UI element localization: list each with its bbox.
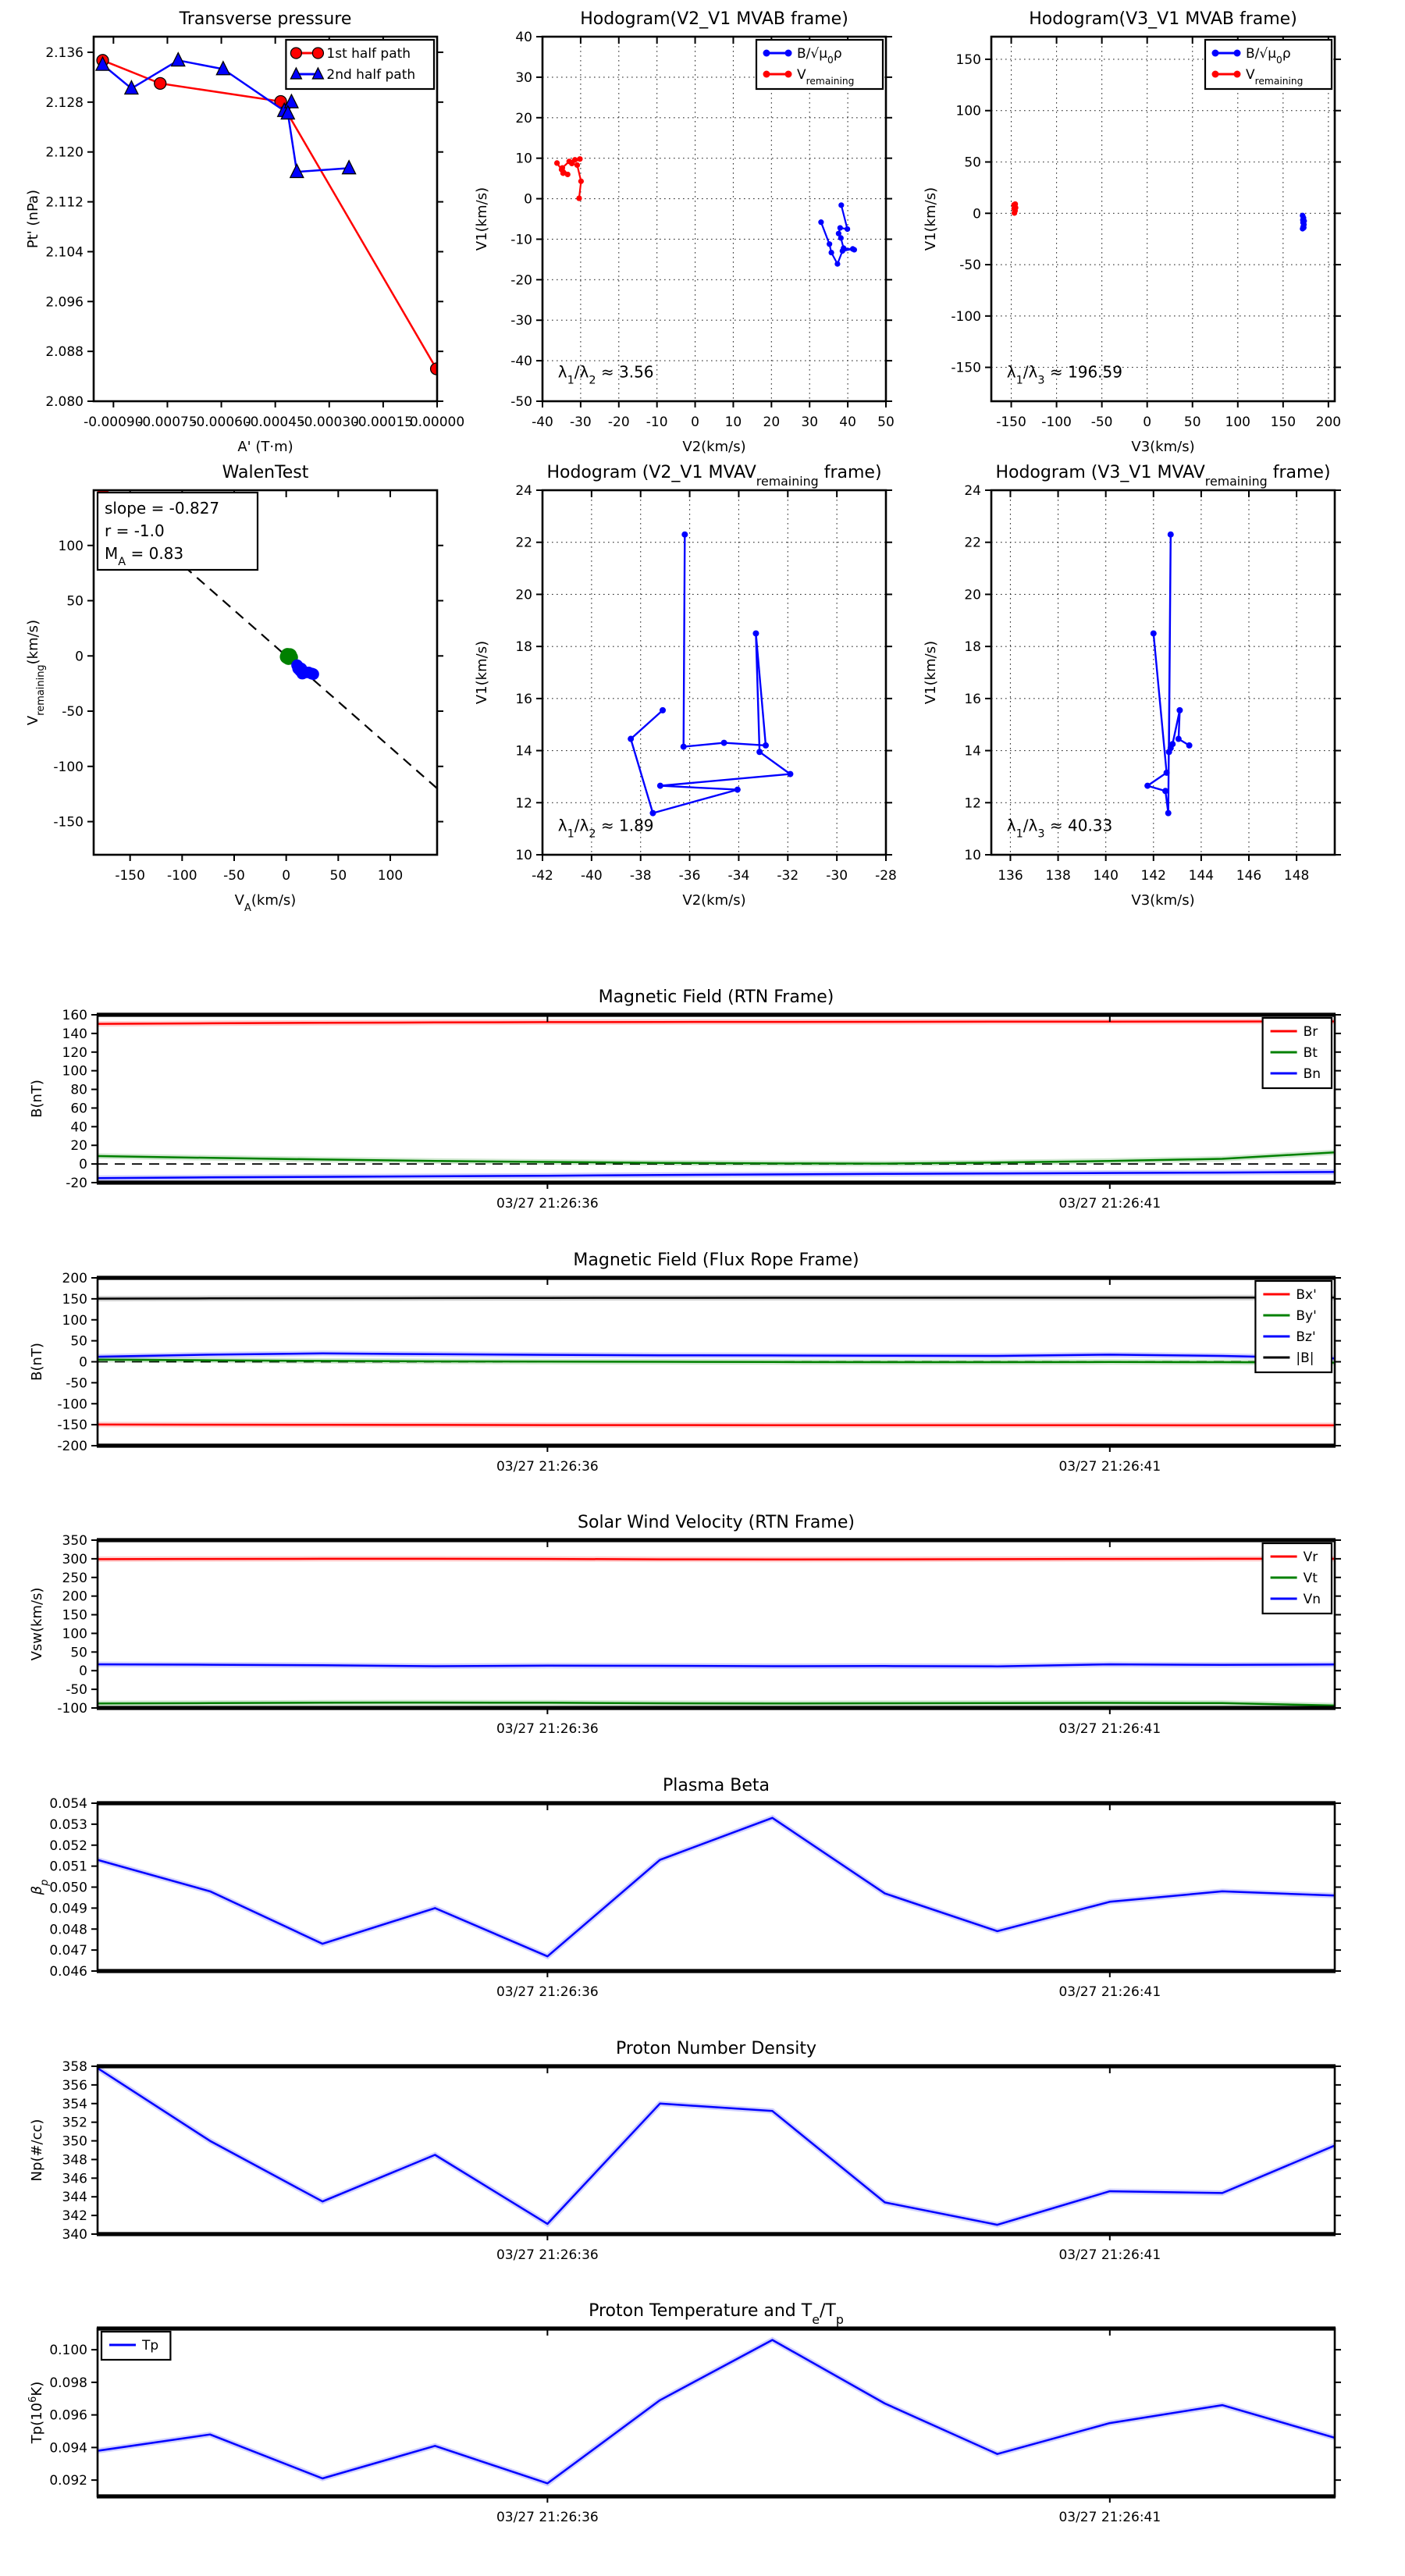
svg-text:0: 0 [282,868,291,884]
y-axis-label: B(nT) [29,1080,45,1118]
svg-text:03/27 21:26:41: 03/27 21:26:41 [1058,1984,1161,2000]
svg-text:Tp: Tp [142,2338,159,2354]
svg-text:20: 20 [515,110,532,126]
series [98,1022,1335,1179]
svg-text:10: 10 [724,415,742,430]
svg-text:356: 356 [62,2077,87,2094]
legend [1263,1018,1332,1088]
svg-text:0.049: 0.049 [49,1901,87,1917]
plot-title: Proton Number Density [616,2039,816,2058]
svg-text:20: 20 [70,1138,87,1155]
svg-text:-0.00090: -0.00090 [84,415,144,430]
svg-text:-30: -30 [510,313,532,329]
svg-text:Br: Br [1303,1024,1318,1040]
axes-frame [97,2066,1336,2234]
svg-text:0.054: 0.054 [49,1796,87,1812]
magnetic-field-flux-rope-plot [29,1251,1335,1475]
svg-text:-100: -100 [53,759,84,775]
x-axis-label: V3(km/s) [1131,439,1195,455]
svg-text:342: 342 [62,2208,87,2225]
plot-title: Plasma Beta [663,1776,770,1795]
svg-text:136: 136 [998,868,1023,884]
tick-labels [515,483,897,884]
series [98,1559,1335,1706]
svg-text:-150: -150 [115,868,145,884]
series [1012,201,1307,232]
svg-text:Vremaining: $V_{remaining}$ [797,67,855,87]
svg-text:50: 50 [877,415,895,430]
svg-text:148: 148 [1283,868,1310,884]
svg-text:Vr: Vr [1303,1550,1318,1565]
svg-text:-50: -50 [62,704,84,720]
svg-text:344: 344 [62,2190,87,2206]
svg-text:150: 150 [1270,415,1297,430]
svg-text:0.100: 0.100 [49,2343,87,2359]
plot-title: Solar Wind Velocity (RTN Frame) [578,1513,855,1532]
svg-text:16: 16 [964,691,981,707]
svg-text:0.048: 0.048 [49,1922,87,1938]
svg-text:0.050: 0.050 [49,1880,87,1896]
svg-text:2.120: 2.120 [45,144,84,161]
x-axis-label: V2(km/s) [682,439,746,455]
svg-text:30: 30 [515,69,532,86]
svg-text:Vt: Vt [1303,1571,1318,1586]
svg-text:slope = -0.827: slope = -0.827 [105,499,220,518]
svg-text:0.047: 0.047 [49,1943,87,1959]
svg-text:03/27 21:26:41: 03/27 21:26:41 [1058,1196,1161,1212]
svg-text:0: 0 [75,649,84,665]
svg-text:-20: -20 [510,272,532,289]
svg-text:100: 100 [1225,415,1251,430]
y-axis-label: B(nT) [29,1343,45,1381]
svg-text:146: 146 [1236,868,1262,884]
svg-text:300: 300 [62,1551,87,1567]
svg-text:150: 150 [62,1291,87,1308]
annotation: $\lambda_1/\lambda_3 \approx 196.59$ [1006,362,1122,387]
svg-text:50: 50 [66,593,84,610]
series [96,53,443,375]
svg-text:0: 0 [973,206,981,222]
svg-text:346: 346 [62,2171,87,2187]
svg-text:-10: -10 [510,232,532,248]
ticks [87,37,443,407]
svg-text:03/27 21:26:36: 03/27 21:26:36 [496,1196,599,1212]
svg-text:-40: -40 [510,354,532,370]
b-rtn-canvas [13,976,1405,1253]
svg-text:-50: -50 [223,868,245,884]
plot-title: Proton Temperature and $T_e/T_p$ [589,2301,844,2327]
walen-canvas [9,451,515,925]
svg-text:|B|: |B| [1296,1350,1314,1366]
plot-title: Transverse pressure [179,9,352,29]
y-axis-label: Np(#/cc) [29,2119,45,2182]
axes-frame [542,490,886,855]
annotation: $\lambda_1/\lambda_3 \approx 40.33$ [1006,816,1113,841]
svg-text:250: 250 [62,1570,87,1586]
svg-text:24: 24 [964,483,981,499]
x-axis-label: $V_A(km/s)$ [234,892,297,914]
svg-text:Bn: Bn [1303,1066,1321,1082]
svg-text:50: 50 [70,1333,87,1350]
svg-text:0.052: 0.052 [49,1838,87,1854]
proton-temperature-plot [27,2301,1335,2525]
ticks [91,1540,1341,1714]
svg-text:22: 22 [964,535,981,551]
svg-text:Bx': Bx' [1296,1287,1317,1303]
y-axis-label: V1(km/s) [474,640,490,705]
svg-text:160: 160 [62,1008,87,1023]
svg-text:r = -1.0: r = -1.0 [105,521,165,540]
svg-text:-50: -50 [959,258,981,274]
transverse-pressure-plot [25,9,465,455]
svg-text:-50: -50 [66,1682,87,1699]
svg-text:03/27 21:26:36: 03/27 21:26:36 [496,1984,599,2000]
grid [542,490,886,855]
svg-text:-0.00075: -0.00075 [137,415,197,430]
svg-text:18: 18 [964,639,981,656]
svg-text:-0.00060: -0.00060 [191,415,251,430]
svg-text:50: 50 [329,868,347,884]
svg-text:-40: -40 [580,868,603,884]
svg-text:-50: -50 [66,1375,87,1392]
svg-text:20: 20 [515,587,532,603]
svg-text:2.112: 2.112 [45,194,84,211]
svg-text:0: 0 [79,1663,87,1680]
svg-text:03/27 21:26:36: 03/27 21:26:36 [496,1459,599,1475]
svg-text:0.053: 0.053 [49,1816,87,1833]
svg-text:200: 200 [1315,415,1342,430]
svg-text:1st half path: 1st half path [326,46,411,62]
svg-text:Vn: Vn [1303,1592,1321,1607]
grid [991,37,1335,401]
plot-title: WalenTest [222,463,309,482]
axes-frame [97,1803,1336,1971]
svg-text:80: 80 [70,1082,87,1098]
annotation: $\lambda_1/\lambda_2 \approx 1.89$ [557,816,654,841]
plot-title: Hodogram(V2_V1 MVAB frame) [580,9,848,29]
y-axis-label: V1(km/s) [923,187,939,251]
legend [101,2332,170,2360]
svg-text:-150: -150 [951,360,981,376]
svg-text:142: 142 [1140,868,1167,884]
transverse-canvas [9,0,515,471]
axes-frame [991,490,1335,855]
svg-text:40: 40 [839,415,856,430]
svg-text:2.136: 2.136 [45,44,84,61]
svg-text:120: 120 [62,1044,87,1061]
hodogram-v2v1-mvab-plot [474,9,895,455]
svg-text:100: 100 [58,538,84,554]
svg-text:340: 340 [62,2227,87,2243]
y-axis-label: $V_{remaining}(km/s)$ [25,619,47,726]
annotation: $\lambda_1/\lambda_2 \approx 3.56$ [557,362,654,387]
svg-text:-50: -50 [510,394,532,410]
svg-text:-10: -10 [646,415,668,430]
svg-text:-30: -30 [826,868,848,884]
svg-text:100: 100 [955,103,981,119]
axes-frame [97,2329,1336,2496]
y-axis-label: Pt' (nPa) [25,189,41,249]
svg-text:10: 10 [515,848,532,863]
svg-text:2.096: 2.096 [45,294,84,311]
svg-text:138: 138 [1045,868,1071,884]
svg-text:Bt: Bt [1303,1045,1318,1061]
legend [1263,1543,1332,1614]
series [98,1297,1335,1425]
plot-title: Hodogram(V3_V1 MVAB frame) [1029,9,1297,29]
svg-text:352: 352 [62,2115,87,2131]
plot-title: Hodogram (V3_V1 $MVAV_{remaining}$ frame) [995,463,1331,489]
proton-number-density-plot [29,2039,1335,2263]
svg-text:-0.00030: -0.00030 [299,415,359,430]
svg-text:0.046: 0.046 [49,1964,87,1980]
b-fr-canvas [13,1239,1405,1516]
hodogram-v2v1-mvav-plot [474,463,897,909]
beta-canvas [13,1764,1405,2041]
y-axis-label: $Tp(10^6K)$ [27,2381,45,2444]
grid [991,490,1335,855]
hodogram-v3v1-mvav-plot [923,463,1335,909]
svg-text:40: 40 [70,1119,87,1136]
svg-text:-42: -42 [532,868,553,884]
svg-text:40: 40 [515,30,532,45]
hod-v2v1-mvab-canvas [458,0,964,471]
svg-text:0.092: 0.092 [49,2473,87,2489]
hod-v2v1-mvav-canvas [458,451,964,925]
svg-text:By': By' [1296,1308,1317,1324]
svg-text:100: 100 [377,868,404,884]
svg-text:150: 150 [955,52,981,68]
svg-text:-30: -30 [569,415,592,430]
legend [1255,1281,1332,1372]
y-axis-label: V1(km/s) [923,640,939,705]
svg-text:50: 50 [964,155,981,171]
tick-labels [45,45,464,430]
svg-text:03/27 21:26:36: 03/27 21:26:36 [496,2510,599,2525]
svg-text:-100: -100 [951,308,981,325]
svg-text:350: 350 [62,2133,87,2150]
svg-text:0: 0 [1143,415,1152,430]
series [98,2340,1335,2484]
svg-text:10: 10 [515,151,532,167]
svg-text:-36: -36 [678,868,701,884]
svg-text:350: 350 [62,1533,87,1549]
svg-text:150: 150 [62,1607,87,1624]
svg-text:50: 50 [1183,415,1201,430]
axes-frame [542,37,886,401]
axes-frame [94,37,437,401]
svg-text:16: 16 [515,691,532,707]
svg-text:-0.00015: -0.00015 [353,415,414,430]
svg-text:03/27 21:26:36: 03/27 21:26:36 [496,1721,599,1737]
svg-text:03/27 21:26:36: 03/27 21:26:36 [496,2247,599,2263]
svg-text:-20: -20 [607,415,630,430]
svg-text:12: 12 [964,795,981,812]
svg-text:B/√μ0ρ: $B/√\mu_0\rho$ [1246,46,1291,66]
hod-v3v1-mvav-canvas [907,451,1405,925]
svg-text:-100: -100 [57,1397,87,1413]
x-axis-label: V3(km/s) [1131,892,1195,909]
axes-frame [97,1540,1336,1708]
svg-text:2nd half path: 2nd half path [326,67,416,83]
svg-text:-150: -150 [57,1418,87,1434]
svg-text:14: 14 [515,743,532,760]
svg-text:0: 0 [524,191,532,208]
svg-text:-40: -40 [532,415,553,430]
svg-text:200: 200 [62,1271,87,1286]
svg-text:0: 0 [79,1354,87,1371]
svg-text:-200: -200 [57,1439,87,1454]
svg-text:-0.00045: -0.00045 [245,415,305,430]
y-axis-label: $\beta_p$ [29,1879,51,1895]
svg-text:03/27 21:26:41: 03/27 21:26:41 [1058,1459,1161,1475]
ticks [985,490,1341,861]
svg-text:2.088: 2.088 [45,344,84,361]
svg-text:2.128: 2.128 [45,94,84,111]
solar-wind-velocity-plot [29,1513,1335,1737]
svg-text:24: 24 [515,483,532,499]
plot-title: Hodogram (V2_V1 $MVAV_{remaining}$ frame) [546,463,882,489]
svg-text:-38: -38 [629,868,652,884]
svg-text:0: 0 [79,1157,87,1173]
svg-text:-20: -20 [66,1176,87,1191]
svg-text:-150: -150 [53,814,84,831]
ticks [536,490,892,861]
svg-text:03/27 21:26:41: 03/27 21:26:41 [1058,1721,1161,1737]
svg-text:-50: -50 [1090,415,1113,430]
x-axis-label: A' (T·m) [237,439,293,455]
np-canvas [13,2027,1405,2304]
svg-text:100: 100 [62,1063,87,1080]
ticks [91,2066,1341,2240]
svg-text:0: 0 [691,415,699,430]
svg-text:0.096: 0.096 [49,2407,87,2424]
svg-text:20: 20 [964,587,981,603]
svg-text:30: 30 [801,415,819,430]
vsw-canvas [13,1501,1405,1778]
plot-title: Magnetic Field (RTN Frame) [598,987,834,1007]
svg-text:22: 22 [515,535,532,551]
svg-text:20: 20 [763,415,781,430]
svg-text:MA = 0.83: $M_A = 0.83$ [105,544,184,568]
series [98,1818,1335,1956]
svg-text:03/27 21:26:41: 03/27 21:26:41 [1058,2247,1161,2263]
svg-text:50: 50 [70,1645,87,1661]
svg-text:14: 14 [964,743,981,760]
svg-text:348: 348 [62,2152,87,2169]
svg-text:60: 60 [70,1101,87,1117]
tick-labels [53,539,403,884]
svg-text:144: 144 [1188,868,1215,884]
hodogram-v3v1-mvab-plot [923,9,1342,455]
series [554,156,857,267]
series [628,532,793,817]
x-axis-label: V2(km/s) [682,892,746,909]
svg-text:-34: -34 [727,868,750,884]
grid [542,37,886,401]
svg-text:-28: -28 [875,868,897,884]
svg-text:100: 100 [62,1626,87,1642]
svg-text:0.094: 0.094 [49,2440,87,2457]
ticks [91,1803,1341,1977]
svg-text:-100: -100 [167,868,197,884]
svg-text:2.080: 2.080 [45,394,84,410]
svg-text:Bz': Bz' [1296,1329,1316,1345]
plasma-beta-plot [29,1776,1335,2000]
svg-text:140: 140 [62,1026,87,1042]
svg-text:0.00000: 0.00000 [409,415,465,430]
svg-text:358: 358 [62,2059,87,2075]
svg-text:12: 12 [515,795,532,812]
legend [286,40,434,89]
svg-text:Vremaining: $V_{remaining}$ [1246,67,1304,87]
svg-text:200: 200 [62,1589,87,1605]
svg-text:0.051: 0.051 [49,1859,87,1875]
y-axis-label: Vsw(km/s) [29,1587,45,1661]
ticks [536,37,892,407]
walen-test-plot [25,463,437,914]
y-axis-label: V1(km/s) [474,187,490,251]
svg-text:2.104: 2.104 [45,244,84,261]
svg-text:140: 140 [1093,868,1119,884]
legend [756,40,883,89]
svg-text:-32: -32 [777,868,799,884]
svg-text:-100: -100 [57,1701,87,1717]
legend [1205,40,1332,89]
svg-text:10: 10 [964,848,981,863]
series [1144,532,1192,817]
series [98,2068,1335,2225]
svg-text:B/√μ0ρ: $B/√\mu_0\rho$ [797,46,842,66]
svg-text:354: 354 [62,2096,87,2112]
magnetic-field-rtn-plot [29,987,1335,1212]
svg-text:100: 100 [62,1312,87,1329]
svg-text:18: 18 [515,639,532,656]
tp-canvas [13,2290,1405,2567]
hod-v3v1-mvab-canvas [907,0,1405,471]
svg-text:0.098: 0.098 [49,2375,87,2391]
svg-text:-150: -150 [996,415,1026,430]
svg-text:-100: -100 [1041,415,1072,430]
plot-title: Magnetic Field (Flux Rope Frame) [573,1251,859,1270]
svg-text:03/27 21:26:41: 03/27 21:26:41 [1058,2510,1161,2525]
ticks [985,37,1341,407]
